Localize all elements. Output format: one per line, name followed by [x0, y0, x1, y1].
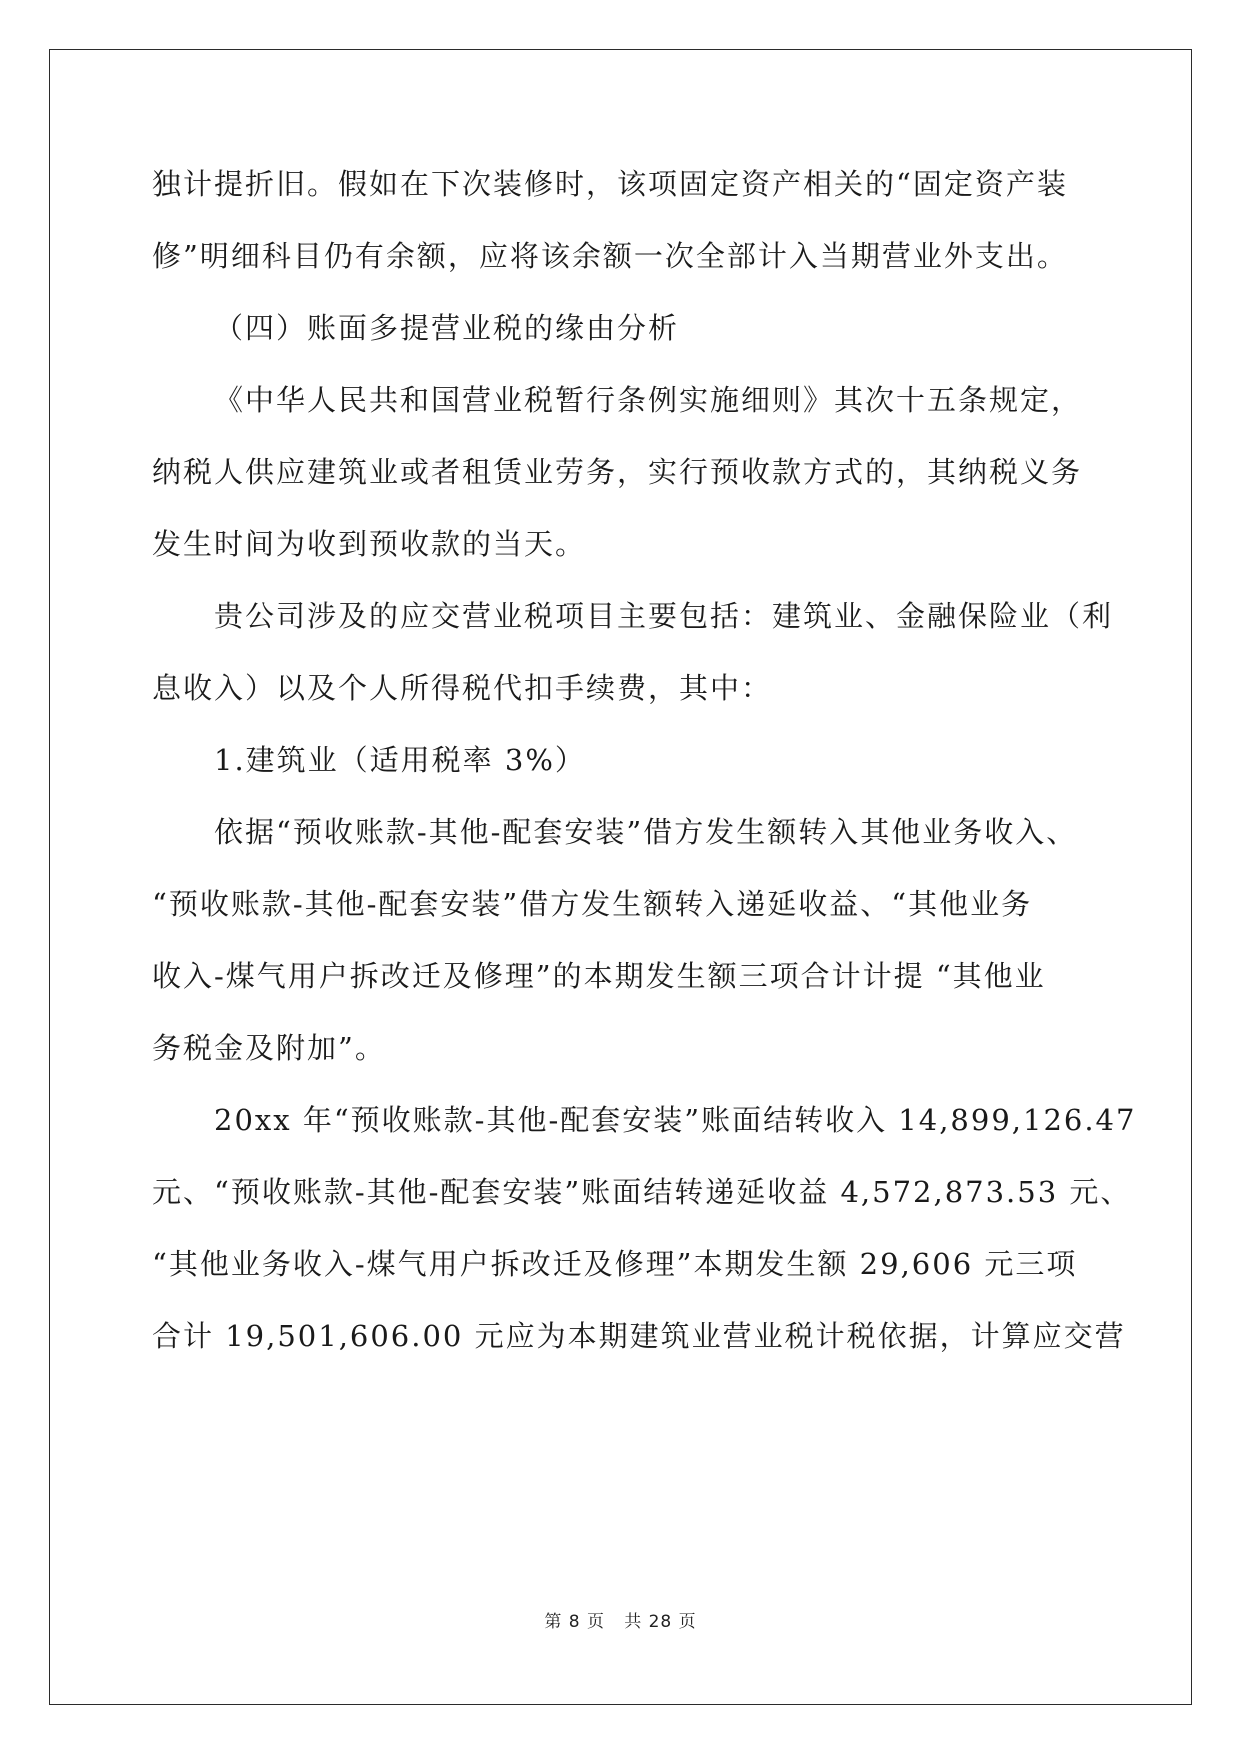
paragraph-line: 发生时间为收到预收款的当天。	[152, 527, 587, 561]
paragraph-line: 贵公司涉及的应交营业税项目主要包括：建筑业、金融保险业（利	[214, 599, 1114, 633]
paragraph-line: 20xx 年“预收账款-其他-配套安装”账面结转收入 14,899,126.47	[214, 1103, 1137, 1137]
paragraph-line: 息收入）以及个人所得税代扣手续费，其中：	[152, 671, 773, 705]
paragraph-line: 元、“预收账款-其他-配套安装”账面结转递延收益 4,572,873.53 元、	[152, 1175, 1132, 1209]
page-footer	[0, 1607, 1241, 1632]
paragraph-line: “预收账款-其他-配套安装”借方发生额转入递延收益、“其他业务	[152, 887, 1033, 921]
subsection-heading: 1.建筑业（适用税率 3%）	[214, 743, 586, 777]
paragraph-line: “其他业务收入-煤气用户拆改迁及修理”本期发生额 29,606 元三项	[152, 1247, 1078, 1281]
page-border	[49, 49, 1192, 1705]
paragraph-line: 《中华人民共和国营业税暂行条例实施细则》其次十五条规定，	[214, 383, 1083, 417]
paragraph-line: 收入-煤气用户拆改迁及修理”的本期发生额三项合计计提 “其他业	[152, 959, 1046, 993]
paragraph-line: 独计提折旧。假如在下次装修时，该项固定资产相关的“固定资产装	[152, 167, 1068, 201]
paragraph-line: 修”明细科目仍有余额，应将该余额一次全部计入当期营业外支出。	[152, 239, 1068, 273]
paragraph-line: 合计 19,501,606.00 元应为本期建筑业营业税计税依据，计算应交营	[152, 1319, 1126, 1353]
page-number-label: 第 8 页 共 28 页	[544, 1612, 697, 1632]
section-heading: （四）账面多提营业税的缘由分析	[214, 311, 680, 345]
paragraph-line: 务税金及附加”。	[152, 1031, 386, 1065]
paragraph-line: 纳税人供应建筑业或者租赁业劳务，实行预收款方式的，其纳税义务	[152, 455, 1083, 489]
paragraph-line: 依据“预收账款-其他-配套安装”借方发生额转入其他业务收入、	[214, 815, 1078, 849]
